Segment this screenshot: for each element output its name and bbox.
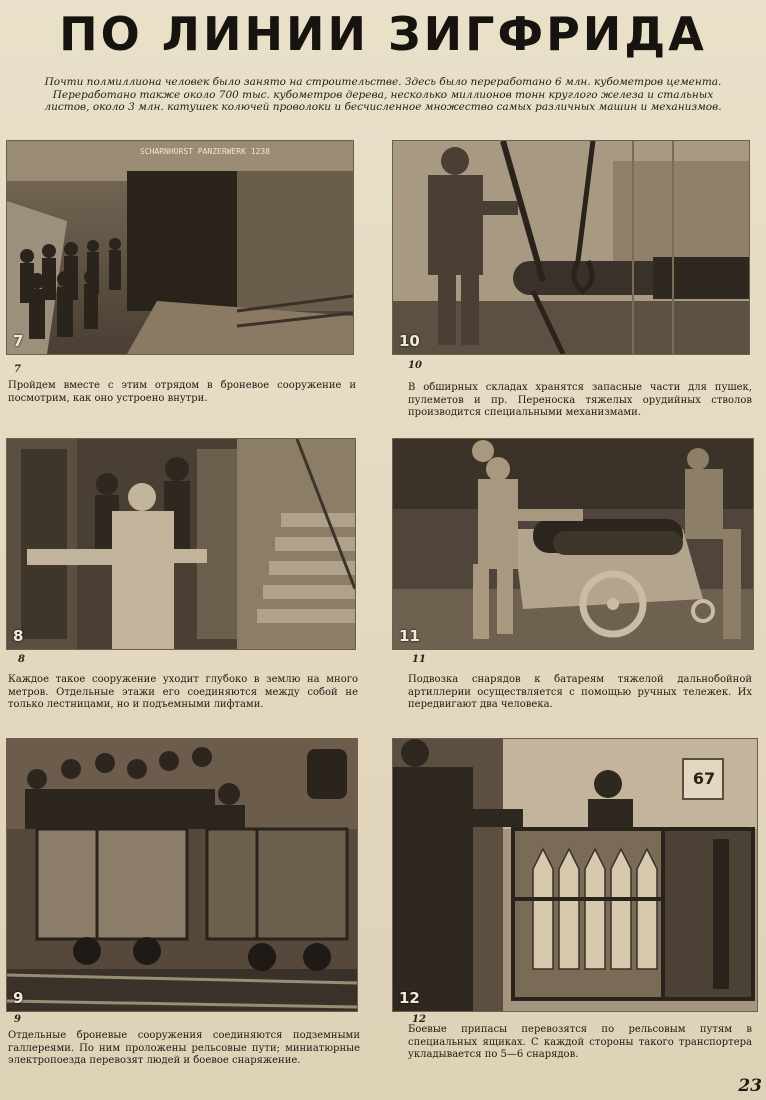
- caption-8-text: Каждое такое сооружение уходит глубоко в землю на много метров. Отдельные этажи его соединяются между собой не только лестницами, но и подъемными лифтами.: [8, 674, 358, 710]
- page-title: ПО ЛИНИИ ЗИГФРИДА: [59, 7, 707, 61]
- caption-11-text: Подвозка снарядов к батареям тяжелой дальнобойной артиллерии осуществляется с помощью ручных тележек. Их передвигают два человека.: [408, 674, 752, 710]
- caption-9-text: Отдельные броневые сооружения соединяются подземными галлереями. По ним проложены рельсовые пути; миниатюрные электропоезда перевозят людей и боевое снаряжение.: [8, 1030, 360, 1066]
- photo-9-illustration: [7, 739, 357, 1011]
- intro-text: Почти полмиллиона человек было занято на строительстве. Здесь было переработано 6 млн. кубометров цемента. Переработано также около 700 тыс. кубометров дерева, несколько миллионов тонн круглого железа и стальных листов, около 3 млн. катушек колючей проволоки и бесчисленное множество самых различных машин и механизмов.: [44, 76, 722, 113]
- photo-12-room-number: 67: [692, 769, 716, 788]
- photo-7-sign: SCHARNHORST PANZERWERK 1238: [139, 147, 271, 156]
- photo-8-lift-door: [6, 438, 356, 650]
- caption-7-text: Пройдем вместе с этим отрядом в броневое сооружение и посмотрим, как оно устроено внутри.: [8, 380, 356, 404]
- photo-7-illustration: [7, 141, 353, 354]
- photo-12-ammo-transporter: [392, 738, 758, 1012]
- photo-11-shell-cart: [392, 438, 754, 650]
- photo-12-number-overlay: 12: [399, 989, 420, 1007]
- page-number: 23: [738, 1076, 762, 1096]
- photo-9-underground-train: [6, 738, 358, 1012]
- photo-11-illustration: [393, 439, 753, 649]
- caption-11-number: 11: [412, 654, 426, 665]
- caption-12-text: Боевые припасы перевозятся по рельсовым путям в специальных ящиках. С каждой стороны такого транспортера укладывается по 5—6 снарядов.: [408, 1024, 752, 1060]
- photo-7-number-overlay: 7: [13, 332, 24, 350]
- photo-9-number-overlay: 9: [13, 989, 24, 1007]
- photo-8-illustration: [7, 439, 355, 649]
- photo-11-number-overlay: 11: [399, 627, 420, 645]
- photo-7-bunker-entrance: [6, 140, 354, 355]
- caption-10-number: 10: [408, 360, 422, 371]
- caption-12-number: 12: [412, 1014, 426, 1025]
- photo-8-number-overlay: 8: [13, 627, 24, 645]
- photo-10-number-overlay: 10: [399, 332, 420, 350]
- caption-10-text: В обширных складах хранятся запасные части для пушек, пулеметов и пр. Переноска тяжелых орудийных стволов производится специальными механизмами.: [408, 382, 752, 418]
- caption-8-number: 8: [18, 654, 25, 665]
- photo-10-illustration: [393, 141, 749, 354]
- caption-7-number: 7: [14, 364, 21, 375]
- photo-10-gun-barrels: [392, 140, 750, 355]
- caption-9-number: 9: [14, 1014, 21, 1025]
